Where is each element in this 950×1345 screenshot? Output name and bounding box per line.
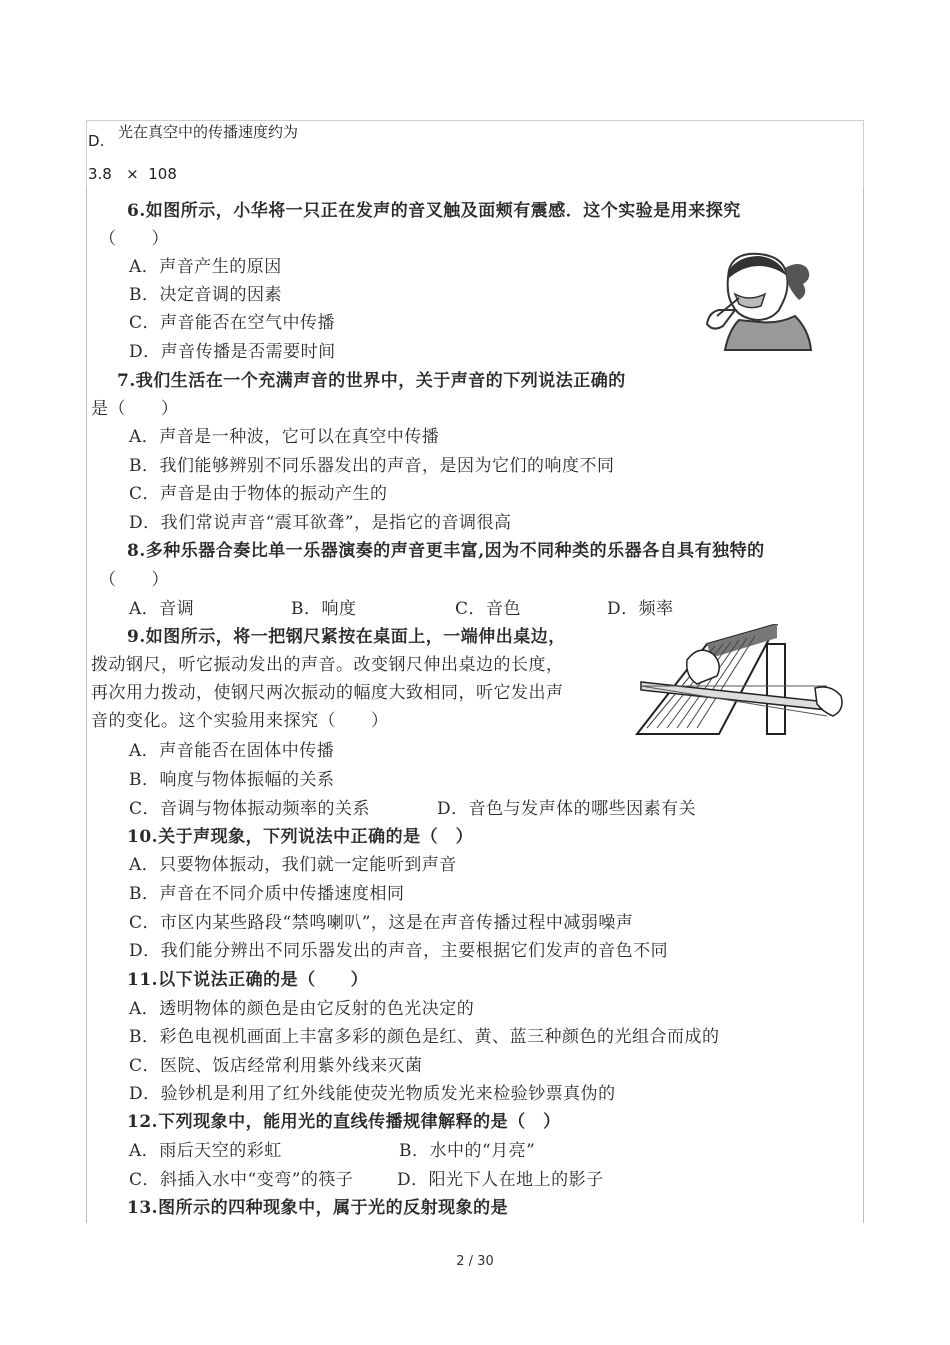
option-d-label: D.	[88, 132, 105, 150]
q11-option-a: A．透明物体的颜色是由它反射的色光决定的	[129, 999, 475, 1019]
q9-line-2: 拨动钢尺，听它振动发出的声音。改变钢尺伸出桌边的长度，	[91, 655, 564, 675]
q8-option-d: D．频率	[607, 599, 674, 619]
q7-stem: 7.我们生活在一个充满声音的世界中，关于声音的下列说法正确的	[117, 371, 626, 391]
q8-option-c: C．音色	[455, 599, 522, 619]
q10-option-d: D．我们能分辨出不同乐器发出的声音，主要根据它们发声的音色不同	[129, 941, 669, 961]
q9-option-c: C．音调与物体振动频率的关系	[129, 799, 371, 819]
q11-option-b: B．彩色电视机画面上丰富多彩的颜色是红、黄、蓝三种颜色的光组合而成的	[129, 1027, 720, 1047]
q8-option-b: B．响度	[291, 599, 357, 619]
q7-stem-continuation: 是（ ）	[91, 399, 179, 419]
q13-stem: 13.图所示的四种现象中，属于光的反射现象的是	[127, 1198, 509, 1218]
q12-option-b: B．水中的“月亮”	[399, 1141, 536, 1161]
q9-option-a: A．声音能否在固体中传播	[129, 741, 335, 761]
q6-option-d: D．声音传播是否需要时间	[129, 342, 336, 362]
q8-stem: 8.多种乐器合奏比单一乐器演奏的声音更丰富,因为不同种类的乐器各自具有独特的	[127, 541, 765, 561]
q12-stem: 12.下列现象中，能用光的直线传播规律解释的是（ ）	[127, 1112, 561, 1132]
q6-option-c: C．声音能否在空气中传播	[129, 313, 336, 333]
q6-stem: 6.如图所示，小华将一只正在发声的音叉触及面颊有震感．这个实验是用来探究	[127, 201, 741, 221]
q7-option-b: B．我们能够辨别不同乐器发出的声音，是因为它们的响度不同	[129, 456, 615, 476]
q10-option-b: B．声音在不同介质中传播速度相同	[129, 884, 405, 904]
q10-option-a: A．只要物体振动，我们就一定能听到声音	[129, 855, 457, 875]
q9-line-3: 再次用力拨动，使钢尺两次振动的幅度大致相同，听它发出声	[91, 683, 564, 703]
q8-option-a: A．音调	[129, 599, 195, 619]
steel-ruler-figure	[627, 624, 849, 736]
q6-option-a: A．声音产生的原因	[129, 257, 282, 277]
q9-option-b: B．响度与物体振幅的关系	[129, 770, 335, 790]
scanned-question-block	[86, 188, 864, 1223]
girl-tuning-fork-figure	[699, 250, 821, 360]
q11-option-c: C．医院、饭店经常利用紫外线来灭菌	[129, 1056, 423, 1076]
q12-option-c: C．斜插入水中“变弯”的筷子	[129, 1170, 354, 1190]
page-number: 2 / 30	[456, 1254, 494, 1269]
q10-stem: 10.关于声现象，下列说法中正确的是（ ）	[127, 827, 474, 847]
option-d-text: 光在真空中的传播速度约为	[118, 123, 299, 141]
q6-paren: （ ）	[99, 229, 169, 249]
q8-paren: （ ）	[99, 570, 169, 590]
q9-line-1: 9.如图所示，将一把钢尺紧按在桌面上，一端伸出桌边，	[127, 627, 566, 647]
q11-stem: 11.以下说法正确的是（ ）	[127, 970, 369, 990]
q11-option-d: D．验钞机是利用了红外线能使荧光物质发光来检验钞票真伪的	[129, 1084, 616, 1104]
q7-option-c: C．声音是由于物体的振动产生的	[129, 484, 388, 504]
q12-option-a: A．雨后天空的彩虹	[129, 1141, 282, 1161]
q7-option-a: A．声音是一种波，它可以在真空中传播	[129, 427, 440, 447]
q12-option-d: D．阳光下人在地上的影子	[397, 1170, 604, 1190]
q9-line-4: 音的变化。这个实验用来探究（ ）	[91, 711, 389, 731]
q7-option-d: D．我们常说声音“震耳欲聋”，是指它的音调很高	[129, 513, 512, 533]
q10-option-c: C．市区内某些路段“禁鸣喇叭”，这是在声音传播过程中减弱噪声	[129, 913, 634, 933]
q9-option-d: D．音色与发声体的哪些因素有关	[437, 799, 697, 819]
q6-option-b: B．决定音调的因素	[129, 285, 282, 305]
option-d-continuation: 3.8 × 108	[88, 165, 177, 183]
